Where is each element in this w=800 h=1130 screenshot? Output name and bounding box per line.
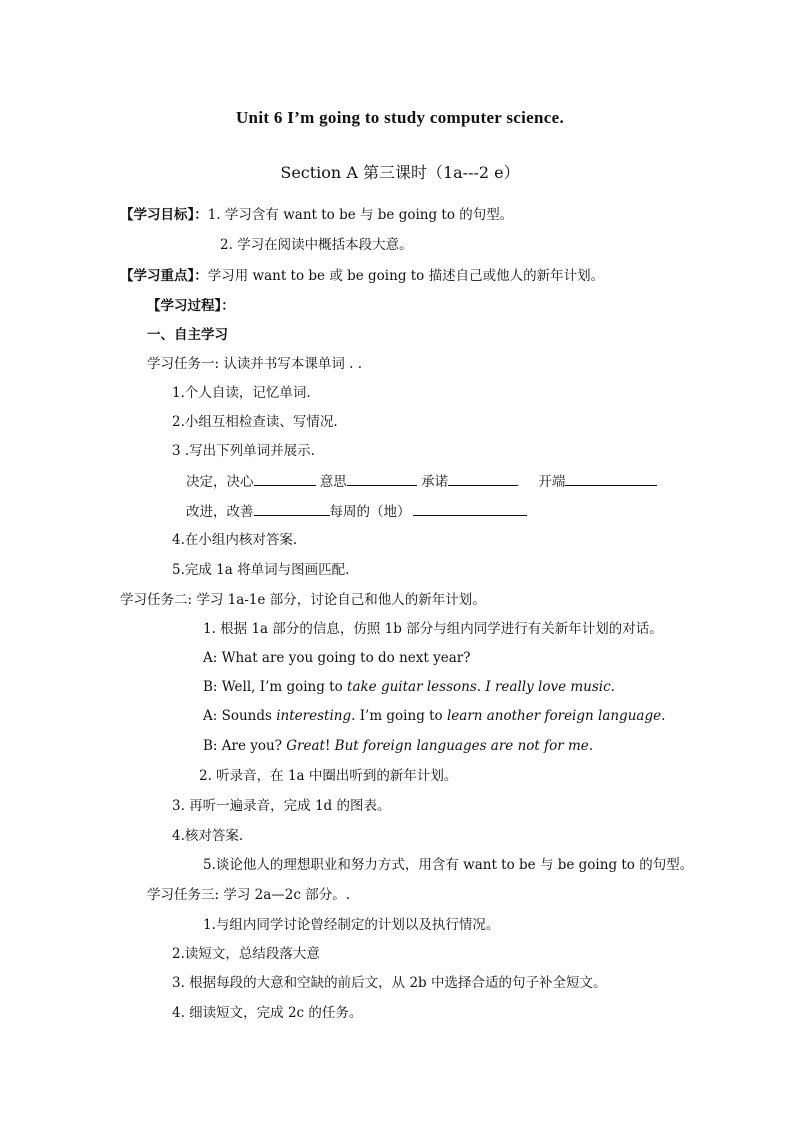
task-1-step-2: 2.小组互相检查读、写情况. (172, 414, 338, 430)
task-2-step-4: 4.核对答案. (172, 828, 244, 844)
dialogue-italic: I really love music. (485, 679, 615, 695)
task-3-step-2: 2.读短文，总结段落大意 (172, 946, 320, 962)
goal-1: 1. 学习含有 want to be 与 be going to 的句型。 (207, 207, 514, 223)
task-1-step-5: 5.完成 1a 将单词与图画匹配. (172, 562, 350, 578)
dialogue-italic: Great (286, 738, 325, 754)
blank-weekly[interactable] (413, 502, 527, 516)
section-self-study: 一、自主学习 (147, 327, 228, 343)
dialogue-line-4 (203, 737, 593, 755)
blank-promise[interactable] (448, 472, 518, 486)
dialogue-italic: take guitar lessons (347, 679, 477, 695)
task-3-heading: 学习任务三: 学习 2a—2c 部分。. (147, 887, 351, 903)
dialogue-italic: interesting (276, 708, 352, 724)
process-label: 【学习过程】： (147, 298, 235, 314)
word-improve: 改进，改善 (186, 504, 254, 520)
task-1-step-3: 3 .写出下列单词并展示. (172, 443, 315, 459)
word-promise: 承诺 (421, 474, 449, 490)
task-2-heading: 学习任务二: 学习 1a-1e 部分，讨论自己和他人的新年计划。 (120, 592, 486, 608)
blank-decide[interactable] (254, 472, 316, 486)
vocab-row-2 (186, 502, 527, 521)
learning-focus (120, 267, 604, 285)
page-title: Unit 6 I’m going to study computer science. (235, 108, 564, 127)
task-1-step-4: 4.在小组内核对答案. (172, 532, 298, 548)
dialogue-line-3 (203, 707, 665, 725)
word-weekly: 每周的（地） (329, 504, 411, 520)
blank-mean[interactable] (347, 472, 417, 486)
dialogue-line-1: A: What are you going to do next year? (203, 650, 471, 666)
dialogue-line-2 (203, 678, 615, 696)
dialogue-text: . (588, 738, 594, 754)
dialogue-text: B: Well, I’m going to (203, 679, 348, 695)
task-1-heading: 学习任务一: 认读并书写本课单词 . . (147, 356, 363, 372)
dialogue-italic: learn another foreign language (446, 708, 662, 724)
dialogue-text: . I’m going to (351, 708, 447, 724)
focus-label: 【学习重点】： (120, 268, 208, 284)
dialogue-italic: But foreign languages are not for me (334, 738, 589, 754)
word-mean: 意思 (319, 474, 347, 490)
task-1-step-1: 1.个人自读，记忆单词. (172, 385, 311, 401)
dialogue-text: . (476, 679, 486, 695)
task-2-step-1: 1. 根据 1a 部分的信息，仿照 1b 部分与组内同学进行有关新年计划的对话。 (203, 621, 663, 637)
task-3-step-1: 1.与组内同学讨论曾经制定的计划以及执行情况。 (203, 917, 500, 933)
dialogue-text: . (661, 708, 666, 724)
task-2-step-3: 3. 再听一遍录音，完成 1d 的图表。 (172, 798, 391, 814)
word-begin: 开端 (538, 474, 566, 490)
dialogue-text: ! (324, 738, 335, 754)
task-3-step-3: 3. 根据每段的大意和空缺的前后文，从 2b 中选择合适的句子补全短文。 (172, 975, 607, 991)
dialogue-text: B: Are you? (203, 738, 287, 754)
blank-begin[interactable] (565, 472, 657, 486)
task-2-step-2: 2. 听录音，在 1a 中圈出听到的新年计划。 (199, 768, 458, 784)
blank-improve[interactable] (254, 502, 330, 516)
section-subtitle: Section A 第三课时（1a---2 e） (280, 163, 520, 182)
word-decide: 决定，决心 (186, 474, 254, 490)
dialogue-text: A: Sounds (203, 708, 277, 724)
focus-text: 学习用 want to be 或 be going to 描述自己或他人的新年计划。 (207, 268, 605, 284)
task-2-step-5: 5.谈论他人的理想职业和努力方式，用含有 want to be 与 be going to 的句型。 (203, 857, 694, 873)
goal-2: 2. 学习在阅读中概括本段大意。 (220, 237, 413, 253)
goals-label: 【学习目标】： (120, 207, 208, 223)
task-3-step-4: 4. 细读短文，完成 2c 的任务。 (172, 1005, 363, 1021)
learning-goals (120, 206, 513, 224)
vocab-row-1 (186, 472, 657, 491)
